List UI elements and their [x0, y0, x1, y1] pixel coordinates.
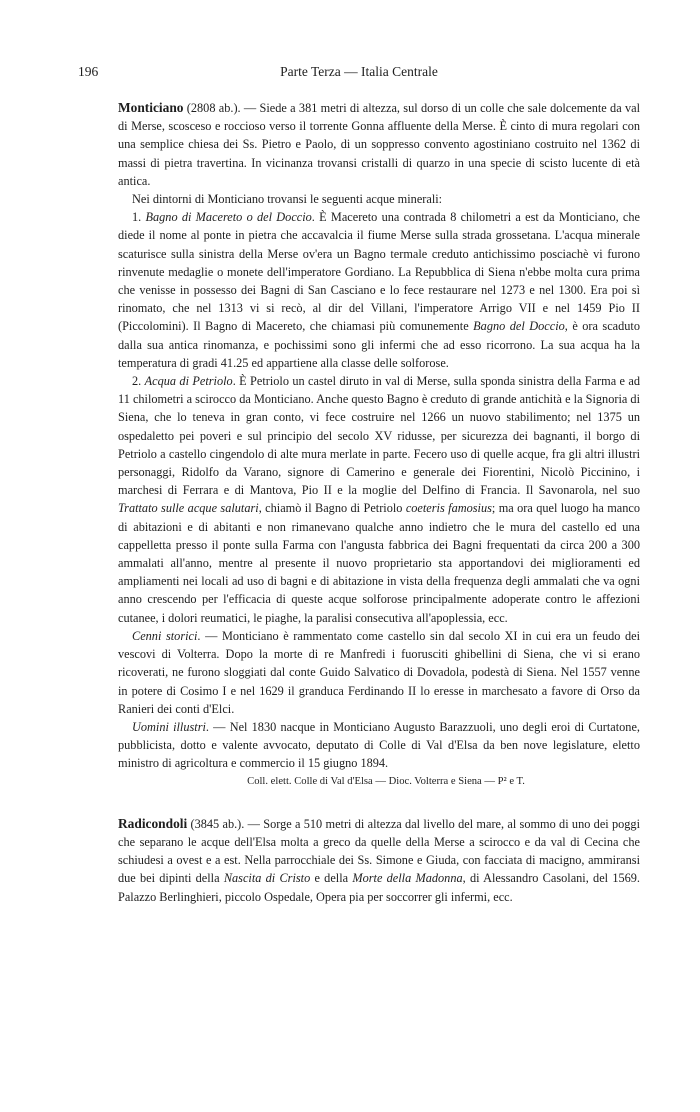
- item-title-alt: Bagno del Doccio: [473, 319, 565, 334]
- artwork-title: Nascita di Cristo: [223, 871, 311, 886]
- artwork-title: Morte della Madonna: [352, 871, 463, 886]
- paragraph-sources-intro: Nei dintorni di Monticiano trovansi le seguenti acque minerali:: [132, 192, 443, 207]
- item-number: 2.: [132, 374, 145, 389]
- item-text: . È Macereto una contrada 8 chilometri a est da Monticiano, che diede il nome al ponte in pietra che accavalcia il fiume Merse sulla strada grossetana. L'acqua minerale scaturisce sulla sinistra della Merse ov'era un Bagno termale creduto antichissimo posciachè vi furono rinvenute medaglie o monete dell'imperatore Gordiano. La Repubblica di Siena n'ebbe molta cura prima che venisse in possesso dei Bagni di San Casciano e lo fece restaurare nel 1273 e nel 1300. Era poi sì rinomato, che nel 1313 vi si recò, al dir del Villani, l'imperatore Arrigo VII e nel 1459 Pio II (Piccolomini). Il Bagno di Macereto, che chiamasi più comunemente: [118, 210, 640, 334]
- entry-text: (3845 ab.). — Sorge a 510 metri di altezza dal livello del mare, al sommo di uno dei poggi che separano le acque dell'Elsa molta a greco da quelle della Merse a scirocco e da val di Cecina che schiudesi a ovest e a est. Nella parrocchiale dei Ss. Simone e Giuda, con facciata di macigno, ammiransi due bei dipinti della: [118, 816, 640, 886]
- page-header: [78, 64, 640, 84]
- item-number: 1.: [132, 210, 146, 225]
- section-label: Cenni storici: [132, 628, 198, 643]
- book-title: Trattato sulle acque salutari: [118, 501, 259, 516]
- paragraph-item-1: [118, 208, 640, 372]
- entry-text: , di Alessandro Casolani, del 1569. Palazzo Berlinghieri, piccolo Ospedale, Opera pia per soccorrer gli infermi, ecc.: [118, 871, 640, 904]
- item-title: Bagno di Macereto o del Doccio: [145, 210, 312, 225]
- running-title: Parte Terza — Italia Centrale: [280, 64, 438, 79]
- item-text: ; ma ora quel luogo ha manco di abitazioni e di abitanti e non rimanevano qualche anno indietro che le mura del castello ed una cappelletta presso il ponte sulla Farma con l'angusta fabbrica dei Bagni frequentati da circa 200 a 300 ammalati all'anno, mentre al presente il nuovo proprietario sta apportandovi dei miglioramenti ed ampliamenti nei locali ad uso di bagni e di abitazione in vista della frequenza degli ammalati che va ogni anno crescendo per l'efficacia di queste acque solforose principalmente adoperate contro le affezioni cutanee, i dolori reumatici, le piaghe, la paralisi consecutiva all'apoplessia, ecc.: [118, 501, 641, 625]
- entry-radicondoli: [118, 815, 640, 906]
- place-name: Monticiano: [118, 100, 184, 115]
- item-title: Acqua di Petriolo: [144, 374, 233, 389]
- page-body: [118, 99, 640, 906]
- paragraph-history: [118, 627, 640, 718]
- entry-text: (2808 ab.). — Siede a 381 metri di altezza, sul dorso di un colle che sale dolcemente da val di Merse, scosceso e roccioso verso il torrente Gonna affluente della Merse. È cinto di mura regolari con una semplice chiesa dei Ss. Pietro e Paolo, di un soppresso convento agostiniano costruito nel 1362 di massi di pietra travertina. In vicinanza trovansi cristalli di quarzo in una specie di scisto lucente di età antica.: [118, 101, 640, 188]
- paragraph-item-2: [118, 372, 640, 627]
- place-name: Radicondoli: [118, 815, 188, 831]
- section-text: . — Nel 1830 nacque in Monticiano Augusto Barazzuoli, uno degli eroi di Curtatone, pubblicista, dotto e valente avvocato, deputato di Colle di Val d'Elsa da ben nove legislature, eletto ministro di agricoltura e commercio il 15 giugno 1894.: [118, 719, 640, 771]
- item-text: . È Petriolo un castel diruto in val di Merse, sulla sponda sinistra della Farma e ad 11 chilometri a scirocco da Monticiano. Anche questo Bagno è creduto di grande antichità e la Signoria di Siena, che lo teneva in gran conto, vi fece costruire nel 1266 un nuovo stabilimento; nel 1375 un ospedaletto pei poveri e sul principio del secolo XV ridusse, per sicurezza dei bagnanti, il borgo di Petriolo a castello cingendolo di alte mura merlate in parte. Fecero uso di quelle acque, fra gli altri illustri personaggi, Ridolfo da Varano, signore di Camerino e generale dei Fiorentini, Nicolò Piccinino, i marchesi di Ferrara e di Mantova, Pio II e la moglie del Delfino di Francia. Il Savonarola, nel suo: [118, 374, 641, 498]
- item-text: , è ora scaduto dalla sua antica rinomanza, e pochissimi sono gli infermi che ad esso ricorrono. La sua acqua ha la temperatura di gradi 41.25 ed appartiene alla classe delle solforose.: [118, 319, 641, 370]
- section-text: . — Monticiano è rammentato come castello sin dal secolo XI in cui era un feudo dei vescovi di Volterra. Dopo la morte di re Manfredi i fuorusciti ghibellini di Siena, che vi si erano ricoverati, ne furono sloggiati dal conte Guido Salvatico di Dovadola, podestà di Siena. Nel 1557 venne in potere di Cosimo I e nel 1629 il granduca Ferdinando II lo eresse in marchesato a favore di Orso da Ranieri dei conti d'Elci.: [118, 628, 641, 716]
- latin-quote: coeteris famosius: [405, 501, 492, 516]
- page-number: 196: [78, 64, 99, 79]
- entry-text: e della: [310, 871, 353, 886]
- paragraph-people: [118, 718, 640, 773]
- electoral-attribution: Coll. elett. Colle di Val d'Elsa — Dioc. Volterra e Siena — P² e T.: [247, 775, 525, 787]
- section-label: Uomini illustri: [132, 719, 206, 734]
- item-text: , chiamò il Bagno di Petriolo: [258, 501, 406, 516]
- entry-monticiano: [118, 99, 640, 190]
- entry-gap: [118, 791, 640, 815]
